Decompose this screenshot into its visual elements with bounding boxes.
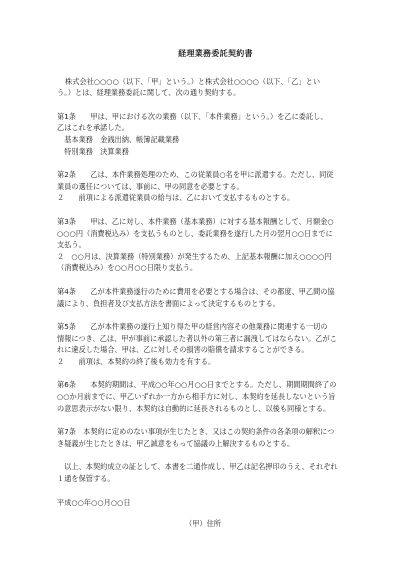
- closing-line: 以上、本契約成立の証として、本書を二通作成し、甲乙は記名押印のうえ、それぞれ: [57, 462, 338, 472]
- article-line: 議により、負担者及び支払方法を書面によって決定するものとする。: [57, 298, 280, 308]
- article-line: 第4条 乙が本件業務遂行のために費用を必要とする場合は、その都度、甲乙間の協: [57, 286, 335, 296]
- article-line: ２ 前項による派遣従業員の給与は、乙において支払するものとする。: [57, 193, 295, 203]
- article-line: ○○○円（消費税込み）を支払うものとし、委託業務を遂行した月の翌月○○日までに: [57, 228, 333, 238]
- preamble-line: 株式会社○○○○（以下、「甲」という。）と株式会社○○○○（以下、「乙」とい: [65, 76, 321, 86]
- document-title: 経理業務委託契約書: [178, 49, 253, 58]
- article-line: 特別業務 決算業務: [57, 146, 129, 156]
- article-line: 第3条 甲は、乙に対し、本件業務（基本業務）に対する基本報酬として、月額金○: [57, 216, 334, 226]
- article-line: 乙はこれを承諾した。: [57, 123, 129, 133]
- article-line: ○○か月前までに、甲乙いずれか一方から相手方に対し、本契約を延長しないという旨: [57, 392, 336, 402]
- article-line: れに違反した場合、甲は、乙に対しその損害の賠償を請求することができる。: [57, 345, 309, 355]
- article-line: 第7条 本契約に定めのない事項が生じたとき、又はこの契約条件の各条項の解釈につ: [57, 427, 335, 437]
- article-4: [57, 286, 374, 309]
- article-line: （消費税込み）を○○月○○日限り支払う。: [57, 263, 198, 273]
- article-line: の意思表示がない限り、本契約は自動的に延長されるものとし、以後も同様とする。: [57, 403, 331, 413]
- preamble: [57, 76, 374, 99]
- article-line: 第2条 乙は、本件業務処理のため、この従業員○名を甲に派遣する。ただし、同従: [57, 170, 334, 180]
- article-1: [57, 111, 374, 157]
- article-line: 業員の選任については、事前に、甲の同意を必要とする。: [57, 181, 244, 191]
- article-line: 基本業務 金銭出納、帳簿記載業務: [57, 134, 180, 144]
- closing-line: １通を保管する。: [57, 474, 115, 484]
- article-3: [57, 216, 374, 274]
- article-line: ２ ○○月は、決算業務（特別業務）が発生するため、上記基本報酬に加え○○○○円: [57, 251, 332, 261]
- preamble-line: う。）とは、経理業務委託に関して、次の通り契約する。: [57, 88, 241, 98]
- article-line: 第5条 乙が本件業務の遂行上知り得た甲の経営内容その他業務に関連する一切の: [57, 322, 328, 332]
- article-7: [57, 426, 374, 449]
- article-line: 第6条 本契約期間は、平成○○年○○月○○日までとする。ただし、期間期間終了の: [57, 380, 337, 390]
- closing-statement: [57, 461, 374, 484]
- party-a-address-label: （甲）住所: [185, 519, 221, 529]
- article-line: き疑義が生じたときは、甲乙誠意をもって協議の上解決するものとする。: [57, 438, 295, 448]
- contract-date: 平成○○年○○月○○日: [57, 497, 131, 507]
- article-5: [57, 321, 374, 367]
- article-line: 第1条 甲は、甲における次の業務（以下、「本件業務」という。）を乙に委託し、: [57, 111, 328, 121]
- article-6: [57, 379, 374, 414]
- article-line: 支払う。: [57, 240, 86, 250]
- article-line: 情報につき、乙は、甲が事前に承認した者以外の第三者に漏洩してはならない。乙がこ: [57, 333, 337, 343]
- article-2: [57, 169, 374, 204]
- article-line: ２ 前項は、本契約の終了後も効力を有する。: [57, 356, 216, 366]
